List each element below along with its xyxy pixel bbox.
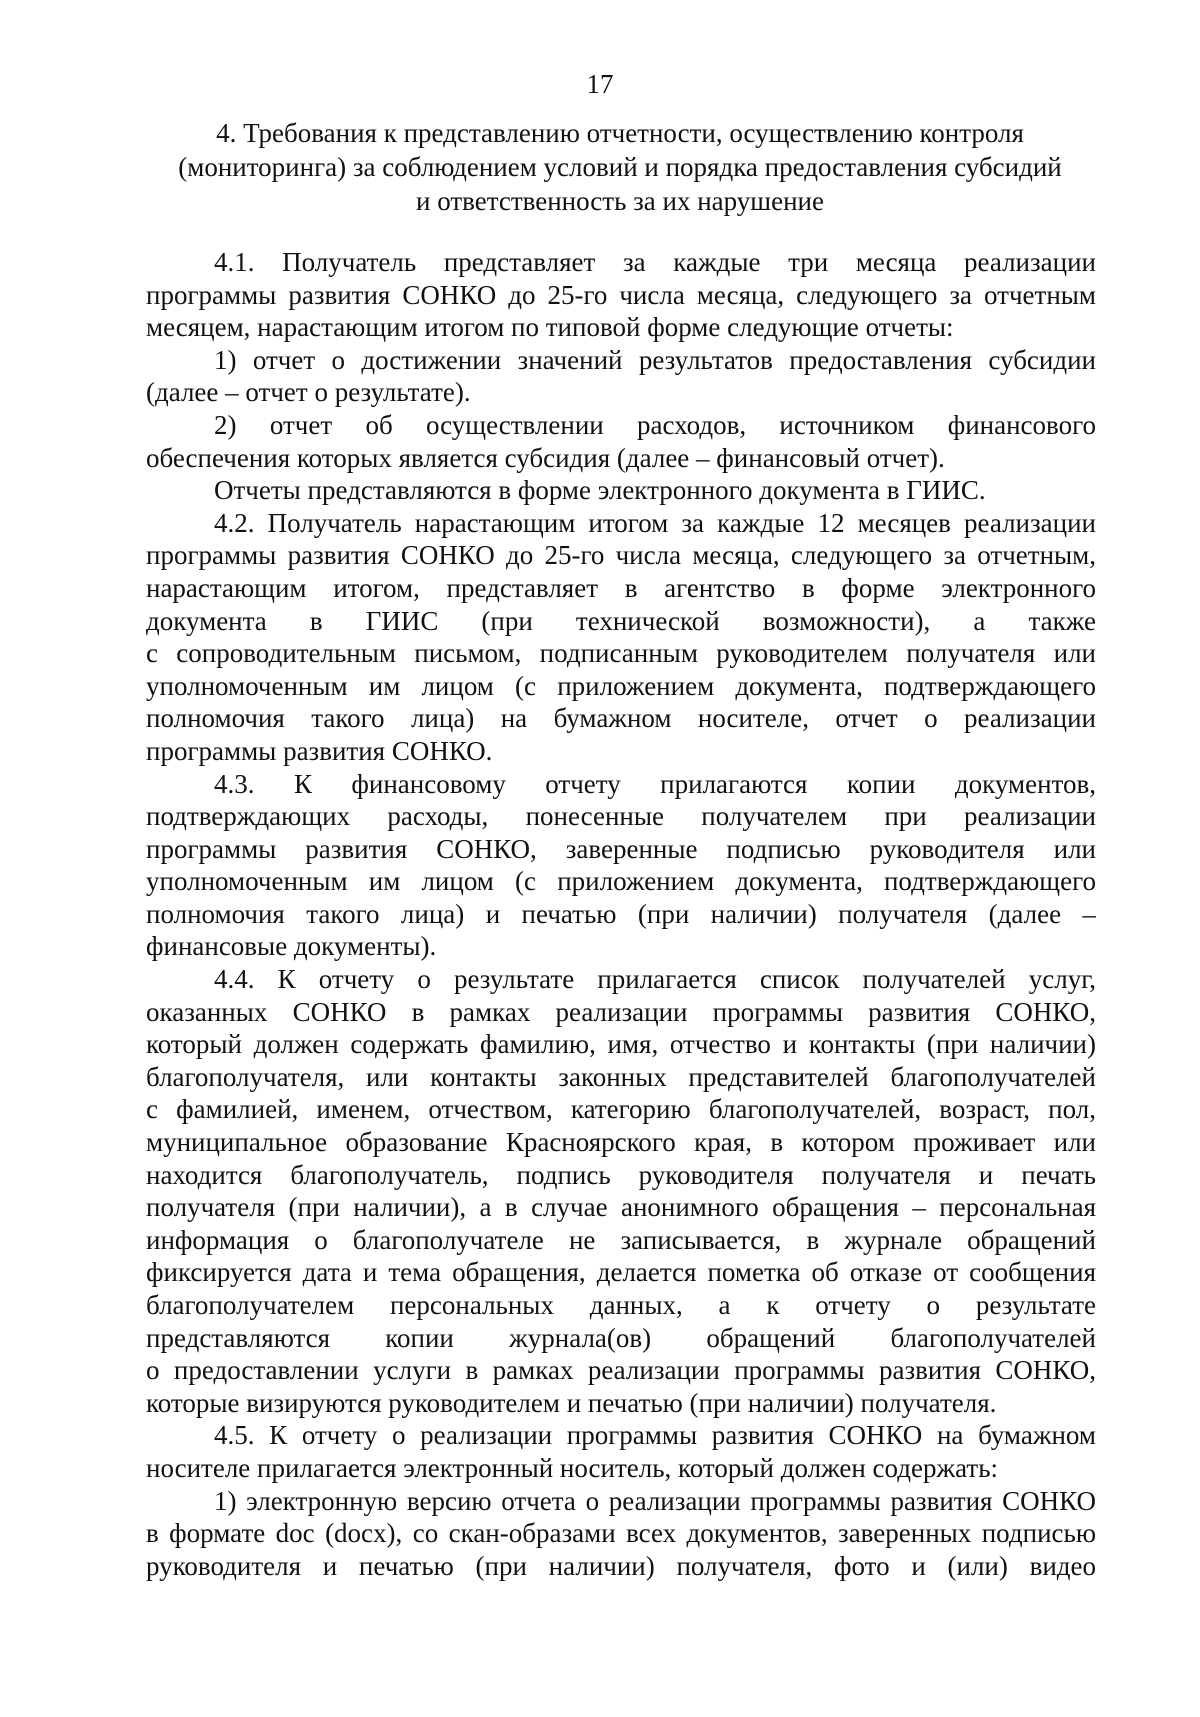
text-line: нарастающим итогом, представляет в агентство в форме электронного [146,572,1096,603]
text-line: благополучателя, или контакты законных представителей благополучателей [146,1061,1096,1092]
text-line: руководителя и печатью (при наличии) получателя, фото и (или) видео [146,1550,1096,1581]
text-line: с сопроводительным письмом, подписанным руководителем получателя или [146,638,1096,669]
text-line: программы развития СОНКО, заверенные подписью руководителя или [146,833,1096,864]
heading-line: и ответственность за их нарушение [416,186,824,216]
text-line: 4.1. Получатель представляет за каждые три месяца реализации [214,247,1096,277]
text-line: программы развития СОНКО. [146,735,493,766]
text-line: муниципальное образование Красноярского края, в котором проживает или [146,1127,1096,1158]
text-line: представляются копии журнала(ов) обращений благополучателей [146,1322,1096,1353]
text-line: 1) отчет о достижении значений результатов предоставления субсидии [214,344,1096,375]
text-line: носителе прилагается электронный носитель, который должен содержать: [146,1452,999,1483]
text-line: обеспечения которых является субсидия (далее – финансовый отчет). [146,442,945,473]
text-line: программы развития СОНКО до 25-го числа месяца, следующего за отчетным, [146,540,1096,571]
text-line: в формате doc (docx), со скан-образами всех документов, заверенных подписью [146,1518,1096,1549]
section-heading [150,116,1090,218]
text-line: находится благополучатель, подпись руководителя получателя и печать [146,1159,1096,1190]
text-line: Отчеты представляются в форме электронного документа в ГИИС. [214,475,986,506]
page-number: 17 [586,69,614,99]
text-line: фиксируется дата и тема обращения, делается пометка об отказе от сообщения [146,1257,1096,1288]
text-line: который должен содержать фамилию, имя, отчество и контакты (при наличии) [146,1029,1096,1060]
text-line: получателя (при наличии), а в случае анонимного обращения – персональная [146,1192,1096,1223]
text-line: с фамилией, именем, отчеством, категорию благополучателей, возраст, пол, [146,1094,1096,1125]
text-line: 4.5. К отчету о реализации программы развития СОНКО на бумажном [214,1420,1096,1451]
text-line: 2) отчет об осуществлении расходов, источником финансового [214,409,1096,440]
heading-line: 4. Требования к представлению отчетности, осуществлению контроля [216,118,1024,148]
text-line: финансовые документы). [146,931,437,962]
text-line: о предоставлении услуги в рамках реализации программы развития СОНКО, [146,1355,1096,1386]
text-line: 4.2. Получатель нарастающим итогом за каждые 12 месяцев реализации [214,507,1096,538]
text-line: информация о благополучателе не записывается, в журнале обращений [146,1224,1096,1255]
text-line: оказанных СОНКО в рамках реализации программы развития СОНКО, [146,996,1096,1027]
text-line: полномочия такого лица) на бумажном носителе, отчет о реализации [146,703,1096,734]
text-line: подтверждающих расходы, понесенные получателем при реализации [146,801,1096,832]
text-line: полномочия такого лица) и печатью (при наличии) получателя (далее – [146,898,1096,929]
text-line: 1) электронную версию отчета о реализации программы развития СОНКО [214,1485,1096,1516]
text-line: документа в ГИИС (при технической возможности), а также [146,605,1096,636]
text-line: (далее – отчет о результате). [146,377,471,408]
text-line: 4.4. К отчету о результате прилагается список получателей услуг, [214,964,1096,995]
text-line: благополучателем персональных данных, а к отчету о результате [146,1290,1096,1320]
text-line: которые визируются руководителем и печатью (при наличии) получателя. [146,1387,997,1418]
heading-line: (мониторинга) за соблюдением условий и порядка предоставления субсидий [178,152,1062,182]
text-line: программы развития СОНКО до 25-го числа месяца, следующего за отчетным [146,279,1096,310]
text-line: 4.3. К финансовому отчету прилагаются копии документов, [214,768,1096,799]
text-line: уполномоченным им лицом (с приложением документа, подтверждающего [146,866,1096,897]
document-body [146,246,1096,1582]
text-line: уполномоченным им лицом (с приложением документа, подтверждающего [146,670,1096,701]
text-line: месяцем, нарастающим итогом по типовой форме следующие отчеты: [146,312,954,343]
